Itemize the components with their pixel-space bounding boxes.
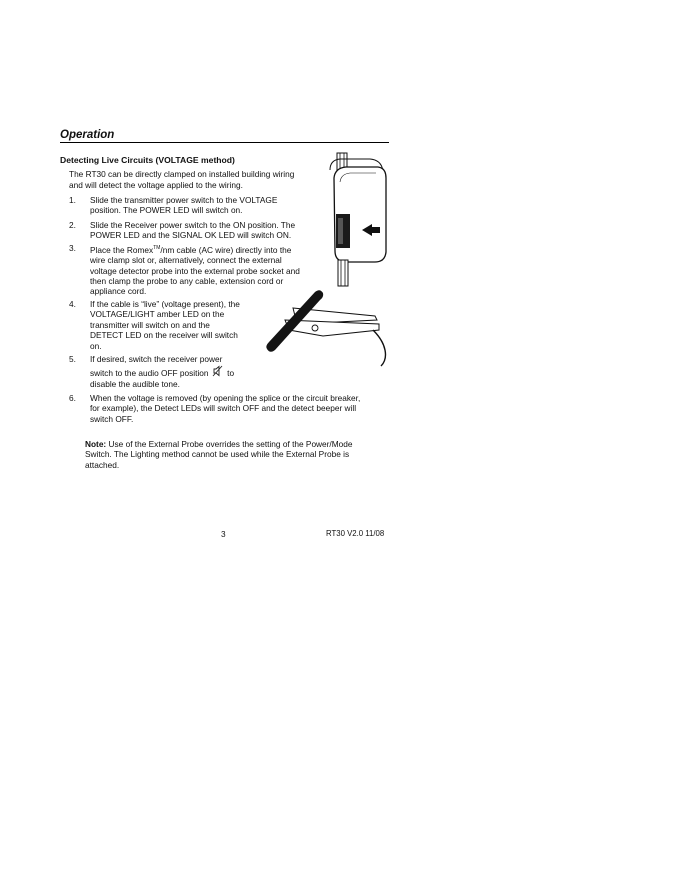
- note: [85, 439, 381, 470]
- step-line: for example), the Detect LEDs will switch OFF and the detect beeper will: [90, 403, 357, 414]
- note-line: Switch. The Lighting method cannot be used while the External Probe is: [85, 449, 350, 460]
- doc-id: RT30 V2.0 11/08: [326, 529, 385, 538]
- intro-paragraph: [69, 169, 319, 190]
- step-line: wire clamp slot or, alternatively, connect the external: [90, 255, 282, 266]
- step-line: If desired, switch the receiver power: [90, 354, 223, 364]
- step-line: Slide the Receiver power switch to the ON position. The: [90, 220, 296, 230]
- step-line: If the cable is “live” (voltage present), the: [90, 299, 240, 309]
- note-line: Use of the External Probe overrides the setting of the Power/Mode: [108, 439, 353, 449]
- step-number: 3.: [69, 243, 76, 253]
- probe-clip-illustration: [263, 286, 393, 370]
- step-text: to: [227, 368, 235, 379]
- subheading: Detecting Live Circuits (VOLTAGE method): [60, 155, 235, 165]
- step-1: [69, 195, 319, 216]
- step-line: [90, 243, 329, 255]
- step-line: [90, 365, 269, 378]
- step-line: DETECT LED on the receiver will switch: [90, 330, 238, 341]
- step-text: switch to the audio OFF position: [90, 368, 209, 379]
- section-title: Operation: [60, 129, 389, 143]
- step-number: 4.: [69, 299, 76, 309]
- step-6: [69, 393, 389, 424]
- step-line: transmitter will switch on and the: [90, 319, 210, 330]
- step-line: position. The POWER LED will switch on.: [90, 205, 243, 216]
- page-number: 3: [221, 529, 226, 539]
- step-line: VOLTAGE/LIGHT amber LED on the: [90, 309, 225, 320]
- step-line: then clamp the probe to any cable, extension cord or: [90, 275, 284, 286]
- step-number: 5.: [69, 354, 76, 364]
- step-line: disable the audible tone.: [90, 378, 180, 389]
- step-5: [69, 354, 269, 389]
- step-line: on.: [90, 340, 102, 351]
- step-line: Slide the transmitter power switch to the VOLTAGE: [90, 195, 278, 205]
- step-text: Place the Romex: [90, 244, 154, 255]
- step-line: voltage detector probe into the external probe socket and: [90, 265, 300, 276]
- transmitter-illustration: [320, 148, 392, 290]
- step-line: switch OFF.: [90, 413, 134, 424]
- step-number: 2.: [69, 220, 76, 230]
- step-line: appliance cord.: [90, 286, 147, 297]
- step-line: POWER LED and the SIGNAL OK LED will switch ON.: [90, 230, 292, 241]
- step-line: When the voltage is removed (by opening the splice or the circuit breaker,: [90, 393, 361, 403]
- step-2: [69, 220, 329, 241]
- speaker-muted-icon: [212, 365, 224, 377]
- step-4: [69, 299, 269, 351]
- intro-line: The RT30 can be directly clamped on installed building wiring: [69, 169, 295, 179]
- note-line: attached.: [85, 459, 120, 470]
- trademark-sup: TM: [153, 245, 161, 251]
- note-label: Note:: [85, 439, 107, 449]
- intro-line: and will detect the voltage applied to the wiring.: [69, 179, 243, 190]
- step-number: 6.: [69, 393, 76, 403]
- step-text: /nm cable (AC wire) directly into the: [160, 244, 292, 255]
- step-number: 1.: [69, 195, 76, 205]
